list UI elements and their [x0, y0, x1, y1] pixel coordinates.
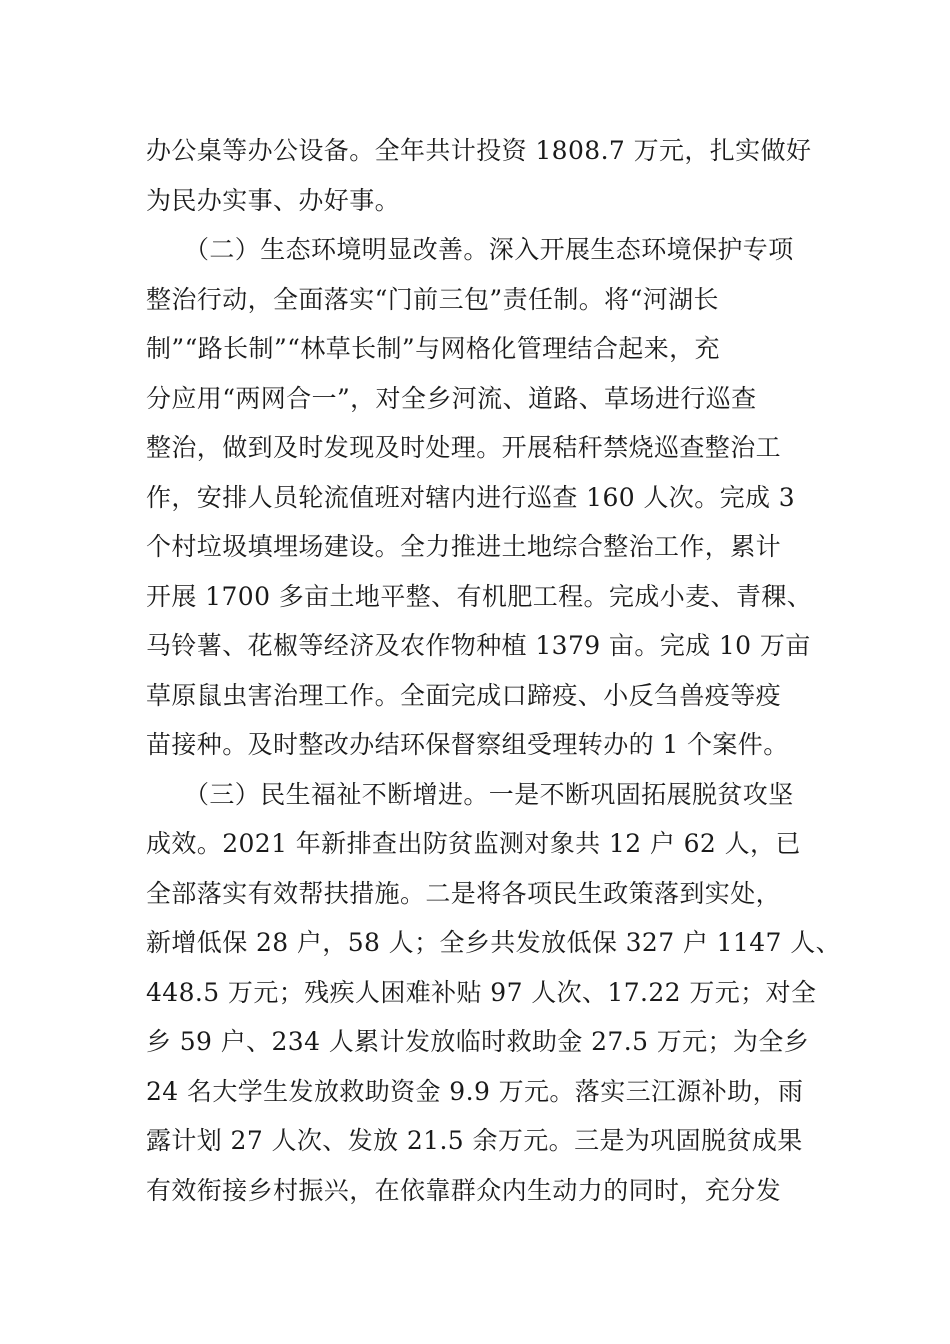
text-line: 制”“路长制”“林草长制”与网格化管理结合起来，充 [146, 334, 720, 363]
text-line: 苗接种。及时整改办结环保督察组受理转办的 1 个案件。 [146, 730, 789, 759]
text-line: 乡 59 户、234 人累计发放临时救助金 27.5 万元；为全乡 [146, 1027, 810, 1056]
text-line: 全部落实有效帮扶措施。二是将各项民生政策落到实处， [146, 878, 782, 908]
text-line: 办公桌等办公设备。全年共计投资 1808.7 万元，扎实做好 [146, 136, 812, 165]
text-line: 个村垃圾填埋场建设。全力推进土地综合整治工作，累计 [146, 532, 782, 561]
text-line: 为民办实事、办好事。 [146, 185, 401, 215]
text-line: 分应用“两网合一”，对全乡河流、道路、草场进行巡查 [146, 383, 757, 413]
text-line: 露计划 27 人次、发放 21.5 余万元。三是为巩固脱贫成果 [146, 1126, 803, 1155]
text-line: 整治行动，全面落实“门前三包”责任制。将“河湖长 [146, 284, 719, 314]
paragraph-heading-line: （二）生态环境明显改善。深入开展生态环境保护专项 [184, 235, 794, 264]
paragraph-heading-line: （三）民生福祉不断增进。一是不断巩固拓展脱贫攻坚 [184, 779, 794, 809]
text-line: 有效衔接乡村振兴，在依靠群众内生动力的同时，充分发 [146, 1175, 782, 1205]
text-line: 448.5 万元；残疾人困难补贴 97 人次、17.22 万元；对全 [146, 977, 817, 1007]
body-text [146, 126, 841, 1215]
text-line: 草原鼠虫害治理工作。全面完成口蹄疫、小反刍兽疫等疫 [146, 680, 782, 710]
text-line: 整治，做到及时发现及时处理。开展秸秆禁烧巡查整治工 [146, 433, 782, 462]
text-line: 成效。2021 年新排查出防贫监测对象共 12 户 62 人，已 [146, 829, 801, 858]
text-line: 新增低保 28 户，58 人；全乡共发放低保 327 户 1147 人、 [146, 928, 841, 957]
text-line: 开展 1700 多亩土地平整、有机肥工程。完成小麦、青稞、 [146, 581, 813, 611]
text-line: 马铃薯、花椒等经济及农作物种植 1379 亩。完成 10 万亩 [146, 631, 811, 660]
text-line: 作，安排人员轮流值班对辖内进行巡查 160 人次。完成 3 [146, 482, 796, 512]
text-line: 24 名大学生发放救助资金 9.9 万元。落实三江源补助，雨 [146, 1076, 804, 1106]
